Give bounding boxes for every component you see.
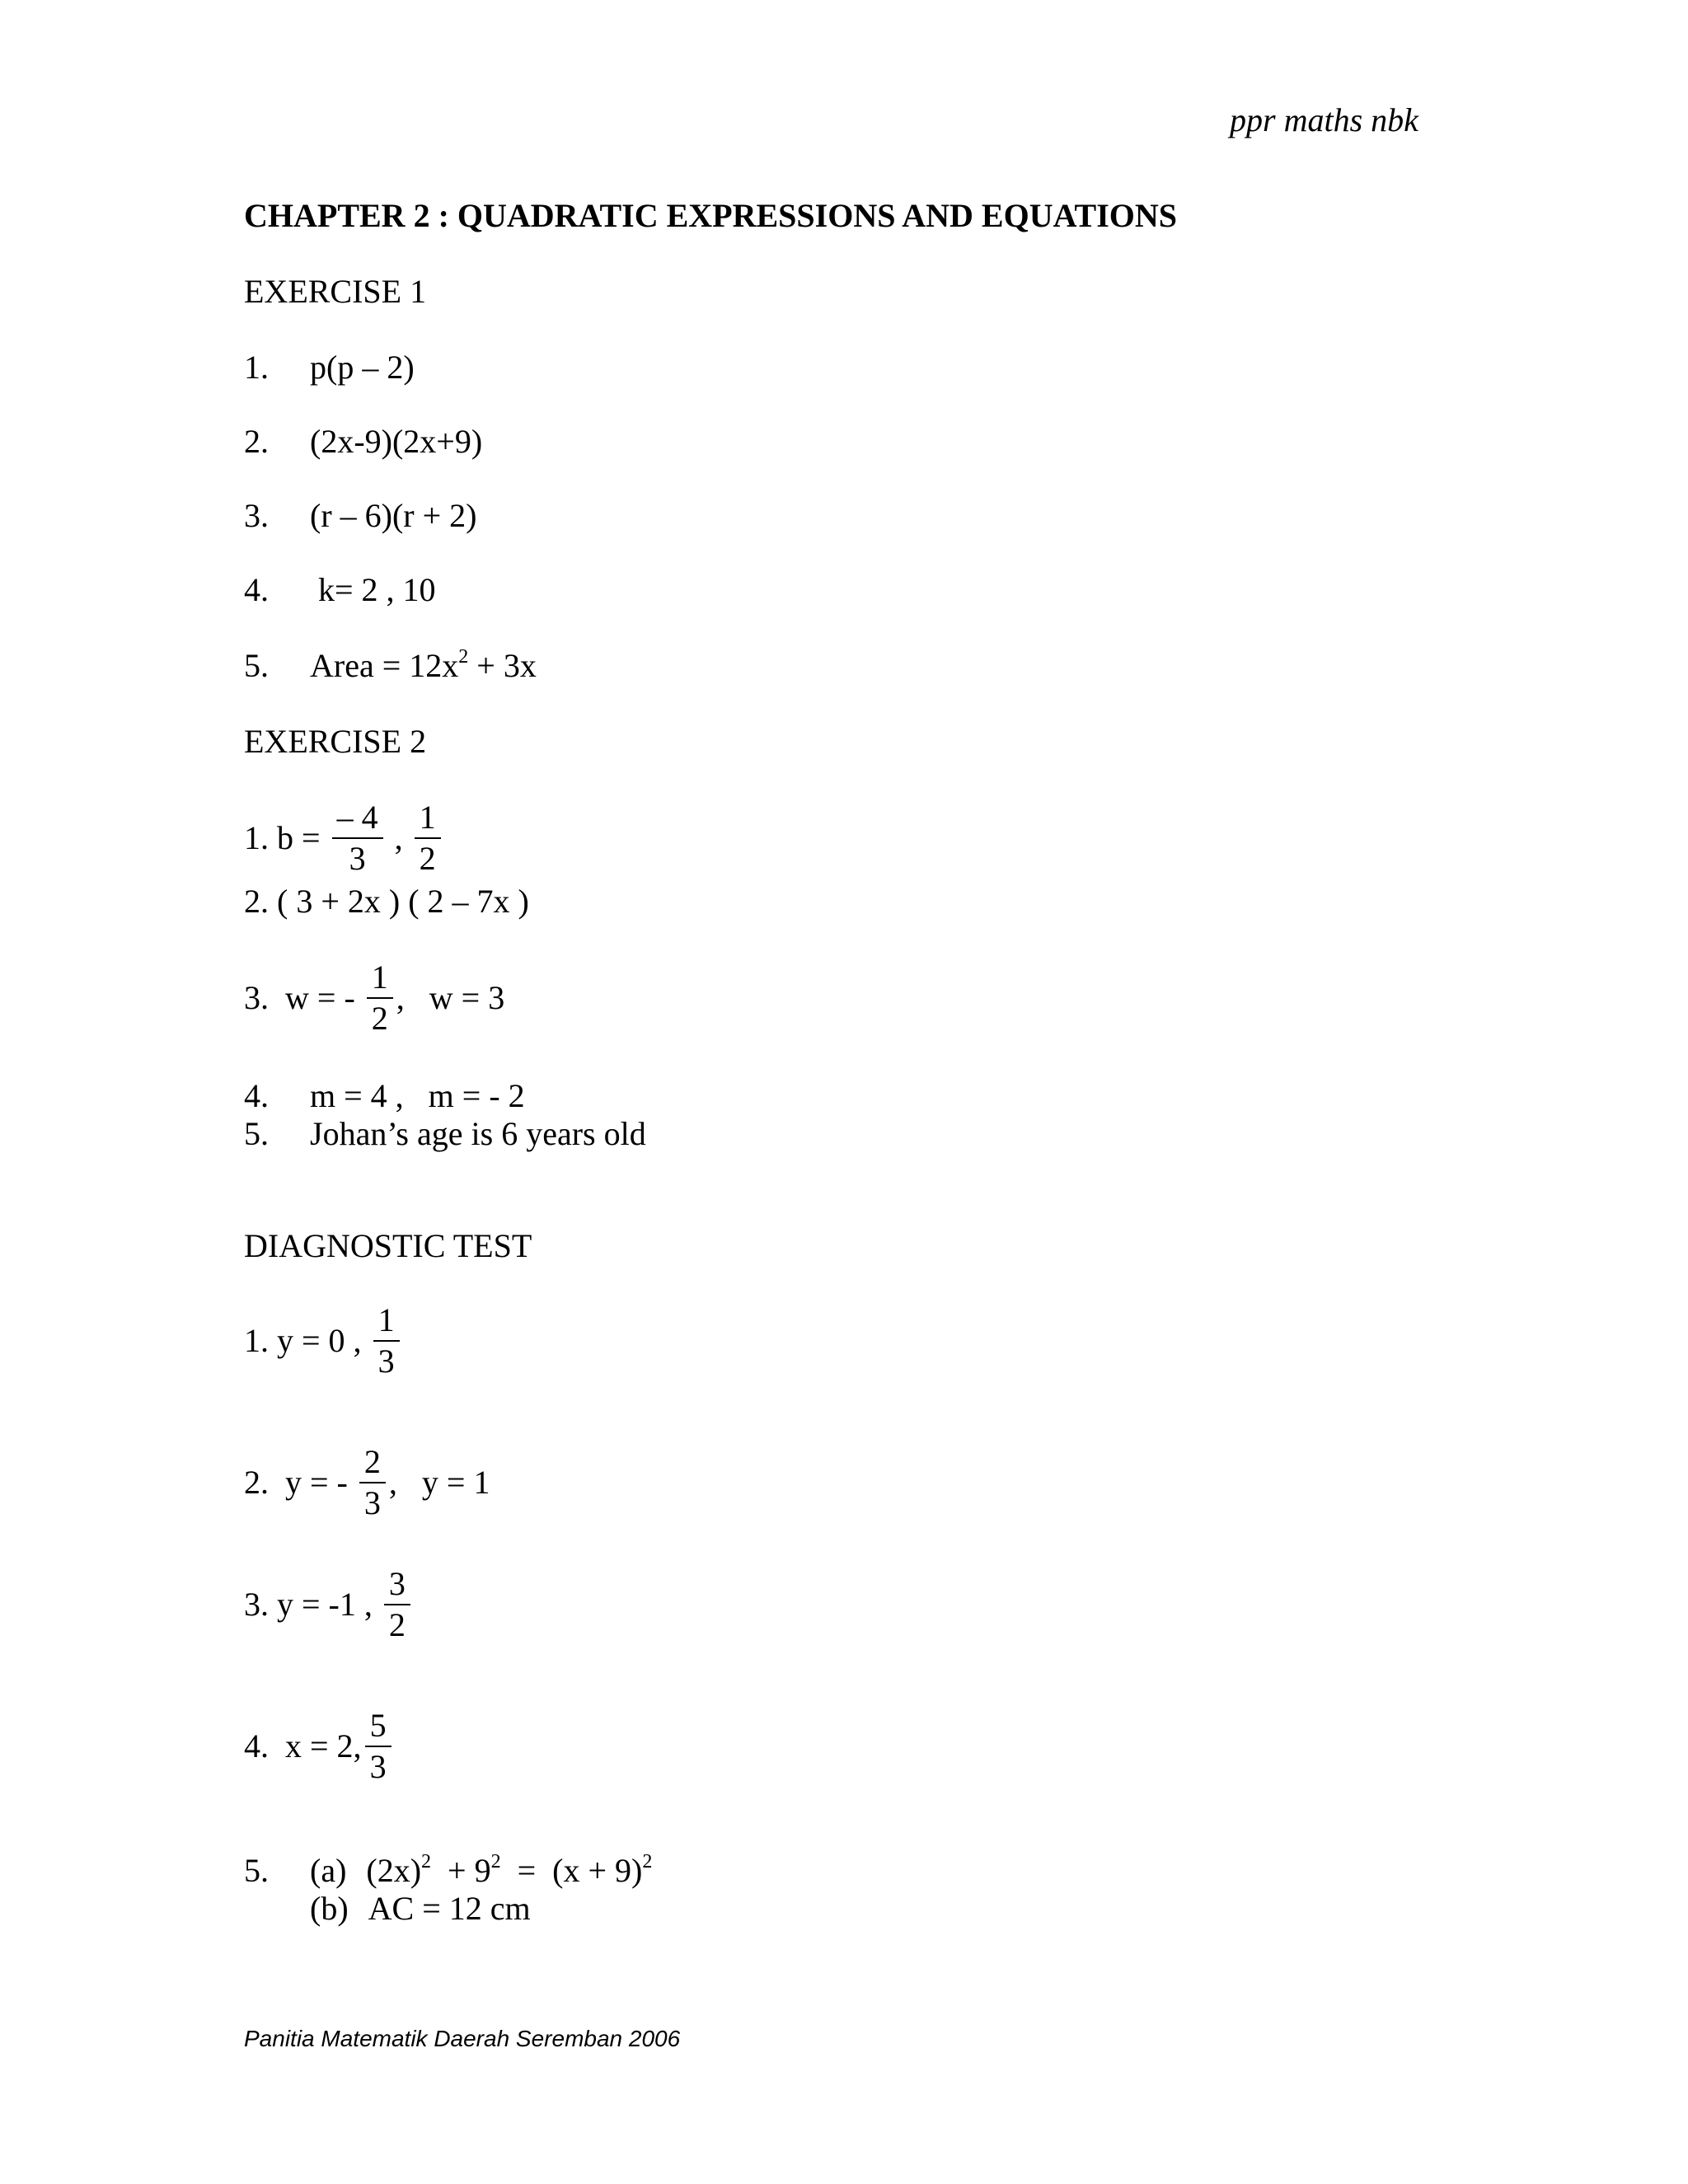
item-answer: Johan’s age is 6 years old: [310, 1115, 646, 1152]
item-number: 5.: [244, 1115, 269, 1152]
item-number: 1.: [244, 349, 269, 386]
fraction: [359, 1443, 386, 1521]
item-answer: Area = 12x: [310, 647, 459, 684]
item-answer: 3. w = -: [244, 979, 363, 1016]
part-label: (b): [310, 1890, 349, 1927]
exercise2-title: EXERCISE 2: [244, 723, 427, 760]
item-answer: AC = 12 cm: [368, 1890, 531, 1927]
item-number: 2.: [244, 423, 269, 460]
item-answer: k= 2 , 10: [310, 571, 436, 608]
exercise2-item-1: [244, 801, 444, 875]
superscript: 2: [490, 1851, 501, 1872]
separator: ,: [386, 819, 411, 856]
exercise1-item-1: [244, 351, 415, 384]
exercise1-item-5: [244, 646, 537, 684]
item-number: 5.: [244, 1852, 269, 1889]
denominator: 2: [371, 1000, 388, 1037]
exercise1-item-3: [244, 499, 476, 532]
item-answer: + 3x: [468, 647, 537, 684]
item-answer: 4. x = 2,: [244, 1727, 362, 1765]
denominator: 3: [349, 840, 366, 877]
diagnostic-item-4: [244, 1709, 395, 1783]
item-answer: m = 4 , m = - 2: [310, 1077, 525, 1114]
superscript: 2: [642, 1851, 653, 1872]
superscript: 2: [421, 1851, 432, 1872]
denominator: 3: [363, 1484, 381, 1521]
equation-term: (2x): [366, 1852, 422, 1889]
item-answer: 3. y = -1 ,: [244, 1586, 381, 1623]
exercise2-item-4: [244, 1077, 525, 1114]
numerator: 1: [371, 958, 388, 996]
item-number: 5.: [244, 647, 269, 684]
item-number: 4.: [244, 1077, 269, 1114]
item-answer: p(p – 2): [310, 349, 415, 386]
denominator: 2: [388, 1606, 406, 1643]
fraction: [332, 801, 383, 875]
header-note: ppr maths nbk: [1230, 101, 1418, 138]
numerator: – 4: [336, 799, 378, 836]
item-answer: 1. b =: [244, 819, 329, 856]
denominator: 2: [419, 840, 436, 877]
numerator: 5: [369, 1707, 387, 1744]
equation-term: = (x + 9): [500, 1852, 643, 1889]
fraction: [365, 1709, 392, 1783]
numerator: 1: [377, 1301, 395, 1338]
item-number: 4.: [244, 571, 269, 608]
diagnostic-item-1: [244, 1301, 403, 1380]
diagnostic-item-3: [244, 1565, 414, 1643]
fraction: [415, 801, 441, 875]
numerator: 3: [388, 1565, 406, 1602]
chapter-title: CHAPTER 2 : QUADRATIC EXPRESSIONS AND EQUATIONS: [244, 197, 1178, 234]
fraction: [384, 1565, 410, 1643]
diagnostic-item-5a: [244, 1851, 653, 1889]
exercise2-item-2: 2. ( 3 + 2x ) ( 2 – 7x ): [244, 883, 529, 920]
denominator: 3: [377, 1343, 395, 1380]
item-answer: 1. y = 0 ,: [244, 1322, 370, 1359]
diagnostic-item-2: [244, 1443, 490, 1521]
item-answer: (r – 6)(r + 2): [310, 497, 477, 534]
superscript: 2: [458, 646, 469, 668]
exercise1-item-2: [244, 425, 482, 458]
exercise1-item-4: [244, 571, 436, 608]
item-answer: 2. y = -: [244, 1464, 356, 1501]
fraction: [373, 1301, 400, 1380]
item-answer: (2x-9)(2x+9): [310, 423, 483, 460]
part-label: (a): [310, 1852, 347, 1889]
diagnostic-title: DIAGNOSTIC TEST: [244, 1227, 532, 1264]
item-answer: , w = 3: [396, 979, 505, 1016]
numerator: 2: [363, 1443, 381, 1480]
exercise1-title: EXERCISE 1: [244, 273, 427, 310]
denominator: 3: [369, 1748, 387, 1785]
diagnostic-item-5b: [310, 1892, 531, 1925]
equation-term: + 9: [431, 1852, 491, 1889]
exercise2-item-3: [244, 958, 505, 1037]
numerator: 1: [419, 799, 436, 836]
item-answer: , y = 1: [388, 1464, 490, 1501]
exercise2-item-5: [244, 1115, 646, 1152]
item-number: 3.: [244, 497, 269, 534]
footer-text: Panitia Matematik Daerah Seremban 2006: [244, 2026, 681, 2051]
fraction: [367, 958, 393, 1037]
